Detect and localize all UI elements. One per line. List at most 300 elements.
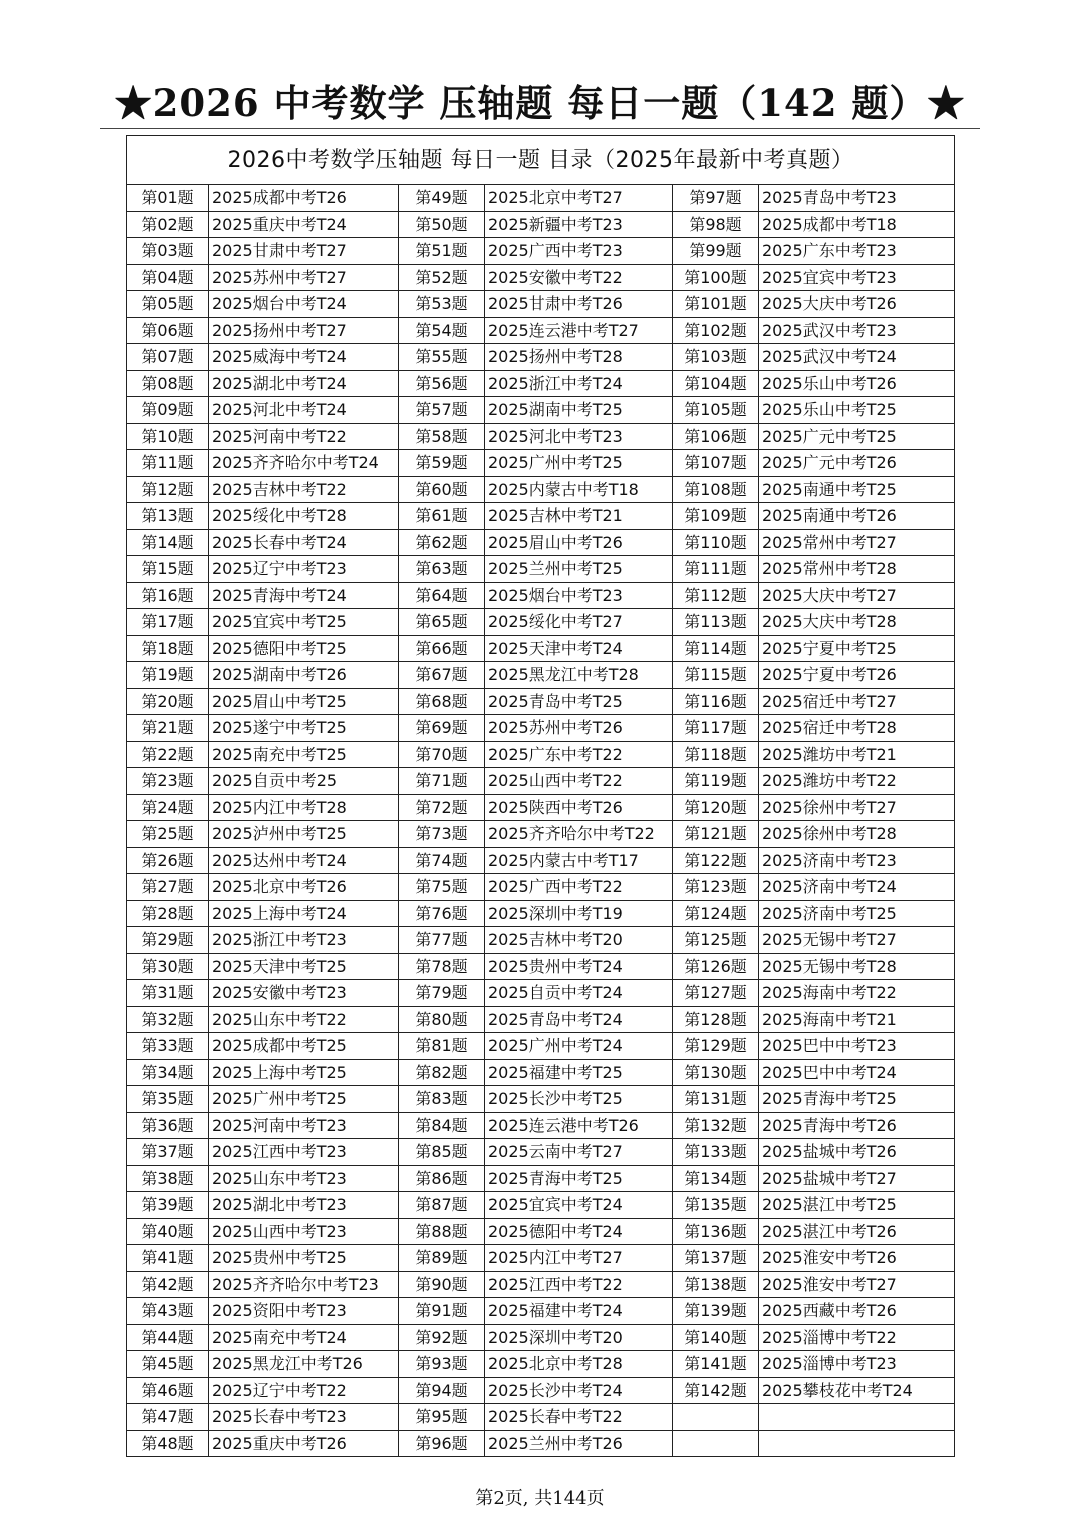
problem-number-cell: 第140题 [673, 1324, 759, 1351]
problem-number-cell: 第121题 [673, 821, 759, 848]
toc-header-row [127, 136, 955, 185]
problem-source-cell: 2025常州中考T27 [759, 529, 955, 556]
problem-source-cell: 2025遂宁中考T25 [209, 715, 399, 742]
problem-number-cell: 第141题 [673, 1351, 759, 1378]
problem-number-cell: 第133题 [673, 1139, 759, 1166]
problem-number-cell: 第44题 [127, 1324, 209, 1351]
problem-number-cell: 第90题 [399, 1271, 485, 1298]
problem-source-cell: 2025济南中考T23 [759, 847, 955, 874]
problem-number-cell: 第104题 [673, 370, 759, 397]
table-row [127, 794, 955, 821]
problem-number-cell: 第03题 [127, 238, 209, 265]
problem-number-cell: 第130题 [673, 1059, 759, 1086]
problem-number-cell: 第107题 [673, 450, 759, 477]
problem-source-cell: 2025青海中考T25 [759, 1086, 955, 1113]
problem-source-cell: 2025宜宾中考T23 [759, 264, 955, 291]
problem-number-cell: 第105题 [673, 397, 759, 424]
problem-source-cell: 2025湖南中考T25 [485, 397, 673, 424]
problem-number-cell: 第04题 [127, 264, 209, 291]
problem-source-cell: 2025吉林中考T21 [485, 503, 673, 530]
problem-number-cell: 第98题 [673, 211, 759, 238]
toc-header: 2026中考数学压轴题 每日一题 目录（2025年最新中考真题） [127, 136, 955, 185]
problem-number-cell: 第122题 [673, 847, 759, 874]
problem-source-cell: 2025山西中考T22 [485, 768, 673, 795]
table-row [127, 476, 955, 503]
problem-source-cell: 2025自贡中考25 [209, 768, 399, 795]
problem-source-cell: 2025盐城中考T27 [759, 1165, 955, 1192]
problem-source-cell: 2025广西中考T22 [485, 874, 673, 901]
problem-number-cell: 第79题 [399, 980, 485, 1007]
problem-number-cell: 第80题 [399, 1006, 485, 1033]
problem-source-cell: 2025青海中考T24 [209, 582, 399, 609]
table-row [127, 423, 955, 450]
problem-source-cell: 2025绥化中考T27 [485, 609, 673, 636]
problem-source-cell: 2025威海中考T24 [209, 344, 399, 371]
problem-number-cell: 第11题 [127, 450, 209, 477]
problem-number-cell: 第37题 [127, 1139, 209, 1166]
problem-number-cell: 第125题 [673, 927, 759, 954]
problem-source-cell: 2025青岛中考T23 [759, 185, 955, 212]
problem-number-cell: 第69题 [399, 715, 485, 742]
problem-source-cell: 2025辽宁中考T23 [209, 556, 399, 583]
problem-number-cell: 第135题 [673, 1192, 759, 1219]
table-row [127, 503, 955, 530]
problem-number-cell [673, 1404, 759, 1431]
problem-source-cell: 2025广州中考T25 [209, 1086, 399, 1113]
problem-number-cell: 第132题 [673, 1112, 759, 1139]
problem-number-cell: 第101题 [673, 291, 759, 318]
problem-number-cell: 第115题 [673, 662, 759, 689]
problem-number-cell: 第22题 [127, 741, 209, 768]
problem-number-cell: 第66题 [399, 635, 485, 662]
problem-source-cell: 2025海南中考T21 [759, 1006, 955, 1033]
problem-source-cell: 2025扬州中考T28 [485, 344, 673, 371]
problem-number-cell: 第87题 [399, 1192, 485, 1219]
problem-source-cell: 2025齐齐哈尔中考T23 [209, 1271, 399, 1298]
problem-number-cell: 第13题 [127, 503, 209, 530]
problem-number-cell: 第51题 [399, 238, 485, 265]
problem-source-cell: 2025浙江中考T23 [209, 927, 399, 954]
problem-number-cell: 第02题 [127, 211, 209, 238]
problem-number-cell: 第119题 [673, 768, 759, 795]
problem-source-cell: 2025德阳中考T24 [485, 1218, 673, 1245]
problem-number-cell: 第18题 [127, 635, 209, 662]
problem-number-cell: 第53题 [399, 291, 485, 318]
table-row [127, 635, 955, 662]
problem-source-cell: 2025攀枝花中考T24 [759, 1377, 955, 1404]
problem-source-cell: 2025新疆中考T23 [485, 211, 673, 238]
problem-number-cell: 第88题 [399, 1218, 485, 1245]
problem-source-cell: 2025天津中考T24 [485, 635, 673, 662]
problem-source-cell: 2025安徽中考T23 [209, 980, 399, 1007]
problem-source-cell: 2025内江中考T28 [209, 794, 399, 821]
problem-number-cell: 第127题 [673, 980, 759, 1007]
table-row [127, 874, 955, 901]
problem-number-cell: 第23题 [127, 768, 209, 795]
problem-source-cell: 2025福建中考T24 [485, 1298, 673, 1325]
table-row [127, 1192, 955, 1219]
problem-number-cell: 第117题 [673, 715, 759, 742]
problem-number-cell: 第17题 [127, 609, 209, 636]
table-row [127, 1112, 955, 1139]
problem-source-cell: 2025徐州中考T27 [759, 794, 955, 821]
problem-source-cell: 2025淮安中考T26 [759, 1245, 955, 1272]
problem-source-cell: 2025黑龙江中考T26 [209, 1351, 399, 1378]
problem-source-cell: 2025连云港中考T26 [485, 1112, 673, 1139]
problem-source-cell: 2025兰州中考T26 [485, 1430, 673, 1457]
problem-source-cell: 2025甘肃中考T26 [485, 291, 673, 318]
problem-number-cell: 第52题 [399, 264, 485, 291]
problem-number-cell: 第19题 [127, 662, 209, 689]
problem-number-cell: 第84题 [399, 1112, 485, 1139]
problem-number-cell: 第97题 [673, 185, 759, 212]
table-row [127, 715, 955, 742]
problem-number-cell: 第40题 [127, 1218, 209, 1245]
problem-source-cell: 2025广东中考T22 [485, 741, 673, 768]
problem-number-cell: 第50题 [399, 211, 485, 238]
problem-source-cell: 2025大庆中考T26 [759, 291, 955, 318]
problem-number-cell: 第123题 [673, 874, 759, 901]
problem-source-cell: 2025山东中考T22 [209, 1006, 399, 1033]
problem-number-cell: 第14题 [127, 529, 209, 556]
problem-source-cell: 2025南通中考T26 [759, 503, 955, 530]
problem-source-cell: 2025成都中考T18 [759, 211, 955, 238]
problem-source-cell: 2025上海中考T24 [209, 900, 399, 927]
problem-source-cell: 2025宿迁中考T27 [759, 688, 955, 715]
problem-number-cell: 第49题 [399, 185, 485, 212]
table-row [127, 768, 955, 795]
table-row [127, 1404, 955, 1431]
problem-source-cell: 2025自贡中考T24 [485, 980, 673, 1007]
problem-source-cell: 2025苏州中考T27 [209, 264, 399, 291]
problem-source-cell: 2025淮安中考T27 [759, 1271, 955, 1298]
table-row [127, 370, 955, 397]
problem-number-cell: 第63题 [399, 556, 485, 583]
problem-source-cell [759, 1404, 955, 1431]
problem-source-cell: 2025淄博中考T23 [759, 1351, 955, 1378]
problem-number-cell: 第45题 [127, 1351, 209, 1378]
problem-source-cell: 2025泸州中考T25 [209, 821, 399, 848]
problem-source-cell: 2025福建中考T25 [485, 1059, 673, 1086]
problem-source-cell: 2025湖北中考T23 [209, 1192, 399, 1219]
table-row [127, 1351, 955, 1378]
problem-source-cell: 2025长春中考T22 [485, 1404, 673, 1431]
page-footer: 第2页, 共144页 [475, 1488, 605, 1509]
problem-source-cell: 2025眉山中考T26 [485, 529, 673, 556]
problem-number-cell: 第12题 [127, 476, 209, 503]
problem-source-cell: 2025资阳中考T23 [209, 1298, 399, 1325]
problem-number-cell: 第38题 [127, 1165, 209, 1192]
problem-number-cell: 第109题 [673, 503, 759, 530]
table-row [127, 1298, 955, 1325]
problem-number-cell: 第30题 [127, 953, 209, 980]
problem-number-cell: 第29题 [127, 927, 209, 954]
problem-source-cell: 2025巴中中考T24 [759, 1059, 955, 1086]
table-row [127, 1139, 955, 1166]
problem-source-cell: 2025辽宁中考T22 [209, 1377, 399, 1404]
problem-source-cell: 2025潍坊中考T21 [759, 741, 955, 768]
problem-number-cell: 第60题 [399, 476, 485, 503]
table-row [127, 317, 955, 344]
problem-source-cell: 2025重庆中考T24 [209, 211, 399, 238]
problem-source-cell: 2025陕西中考T26 [485, 794, 673, 821]
problem-number-cell: 第95题 [399, 1404, 485, 1431]
problem-number-cell: 第64题 [399, 582, 485, 609]
problem-source-cell: 2025成都中考T26 [209, 185, 399, 212]
problem-number-cell: 第134题 [673, 1165, 759, 1192]
problem-source-cell: 2025吉林中考T20 [485, 927, 673, 954]
problem-number-cell: 第70题 [399, 741, 485, 768]
problem-number-cell: 第75题 [399, 874, 485, 901]
table-row [127, 1324, 955, 1351]
problem-number-cell: 第27题 [127, 874, 209, 901]
problem-source-cell: 2025宁夏中考T25 [759, 635, 955, 662]
problem-source-cell: 2025贵州中考T25 [209, 1245, 399, 1272]
table-row [127, 344, 955, 371]
problem-source-cell: 2025烟台中考T23 [485, 582, 673, 609]
problem-number-cell: 第08题 [127, 370, 209, 397]
problem-source-cell: 2025宜宾中考T24 [485, 1192, 673, 1219]
table-row [127, 582, 955, 609]
table-row [127, 529, 955, 556]
table-row [127, 450, 955, 477]
problem-source-cell: 2025河南中考T23 [209, 1112, 399, 1139]
problem-source-cell: 2025广西中考T23 [485, 238, 673, 265]
table-row [127, 1033, 955, 1060]
problem-number-cell: 第110题 [673, 529, 759, 556]
problem-source-cell: 2025浙江中考T24 [485, 370, 673, 397]
problem-source-cell: 2025绥化中考T28 [209, 503, 399, 530]
problem-number-cell: 第94题 [399, 1377, 485, 1404]
table-row [127, 900, 955, 927]
problem-number-cell: 第71题 [399, 768, 485, 795]
problem-number-cell: 第20题 [127, 688, 209, 715]
problem-number-cell: 第26题 [127, 847, 209, 874]
problem-source-cell: 2025济南中考T24 [759, 874, 955, 901]
problem-number-cell: 第116题 [673, 688, 759, 715]
problem-number-cell: 第61题 [399, 503, 485, 530]
problem-source-cell: 2025无锡中考T28 [759, 953, 955, 980]
problem-number-cell: 第39题 [127, 1192, 209, 1219]
problem-source-cell: 2025南充中考T24 [209, 1324, 399, 1351]
table-row [127, 1165, 955, 1192]
problem-number-cell: 第41题 [127, 1245, 209, 1272]
problem-source-cell: 2025广州中考T24 [485, 1033, 673, 1060]
problem-source-cell: 2025江西中考T23 [209, 1139, 399, 1166]
table-row [127, 238, 955, 265]
problem-number-cell: 第86题 [399, 1165, 485, 1192]
problem-source-cell: 2025宁夏中考T26 [759, 662, 955, 689]
problem-source-cell: 2025大庆中考T27 [759, 582, 955, 609]
problem-number-cell: 第126题 [673, 953, 759, 980]
toc-table [126, 135, 955, 1457]
problem-number-cell: 第137题 [673, 1245, 759, 1272]
problem-source-cell: 2025云南中考T27 [485, 1139, 673, 1166]
problem-source-cell: 2025江西中考T22 [485, 1271, 673, 1298]
problem-number-cell: 第114题 [673, 635, 759, 662]
problem-source-cell: 2025青岛中考T24 [485, 1006, 673, 1033]
problem-number-cell: 第72题 [399, 794, 485, 821]
problem-source-cell: 2025眉山中考T25 [209, 688, 399, 715]
table-row [127, 821, 955, 848]
problem-source-cell: 2025德阳中考T25 [209, 635, 399, 662]
table-row [127, 1377, 955, 1404]
problem-number-cell: 第43题 [127, 1298, 209, 1325]
problem-source-cell: 2025甘肃中考T27 [209, 238, 399, 265]
problem-number-cell: 第01题 [127, 185, 209, 212]
problem-source-cell: 2025安徽中考T22 [485, 264, 673, 291]
problem-number-cell: 第82题 [399, 1059, 485, 1086]
problem-source-cell: 2025山东中考T23 [209, 1165, 399, 1192]
problem-source-cell: 2025内江中考T27 [485, 1245, 673, 1272]
problem-source-cell: 2025济南中考T25 [759, 900, 955, 927]
problem-number-cell: 第111题 [673, 556, 759, 583]
problem-source-cell: 2025盐城中考T26 [759, 1139, 955, 1166]
problem-number-cell: 第05题 [127, 291, 209, 318]
table-row [127, 211, 955, 238]
table-row [127, 741, 955, 768]
problem-number-cell: 第65题 [399, 609, 485, 636]
problem-number-cell: 第54题 [399, 317, 485, 344]
problem-source-cell: 2025烟台中考T24 [209, 291, 399, 318]
problem-number-cell: 第73题 [399, 821, 485, 848]
problem-source-cell: 2025苏州中考T26 [485, 715, 673, 742]
table-row [127, 1430, 955, 1457]
problem-number-cell: 第124题 [673, 900, 759, 927]
problem-source-cell: 2025达州中考T24 [209, 847, 399, 874]
problem-number-cell: 第46题 [127, 1377, 209, 1404]
problem-source-cell: 2025乐山中考T25 [759, 397, 955, 424]
problem-number-cell: 第06题 [127, 317, 209, 344]
table-row [127, 980, 955, 1007]
problem-number-cell: 第34题 [127, 1059, 209, 1086]
problem-source-cell: 2025乐山中考T26 [759, 370, 955, 397]
problem-number-cell: 第106题 [673, 423, 759, 450]
problem-source-cell: 2025宜宾中考T25 [209, 609, 399, 636]
problem-source-cell: 2025武汉中考T23 [759, 317, 955, 344]
problem-number-cell: 第31题 [127, 980, 209, 1007]
problem-number-cell: 第68题 [399, 688, 485, 715]
title-rule [100, 128, 980, 129]
problem-number-cell: 第83题 [399, 1086, 485, 1113]
problem-source-cell: 2025西藏中考T26 [759, 1298, 955, 1325]
problem-number-cell: 第128题 [673, 1006, 759, 1033]
problem-number-cell: 第48题 [127, 1430, 209, 1457]
problem-number-cell: 第96题 [399, 1430, 485, 1457]
problem-source-cell [759, 1430, 955, 1457]
table-row [127, 185, 955, 212]
table-row [127, 397, 955, 424]
problem-source-cell: 2025宿迁中考T28 [759, 715, 955, 742]
problem-source-cell: 2025常州中考T28 [759, 556, 955, 583]
problem-source-cell: 2025河南中考T22 [209, 423, 399, 450]
problem-source-cell: 2025武汉中考T24 [759, 344, 955, 371]
table-row [127, 556, 955, 583]
problem-source-cell: 2025贵州中考T24 [485, 953, 673, 980]
problem-source-cell: 2025河北中考T24 [209, 397, 399, 424]
problem-source-cell: 2025成都中考T25 [209, 1033, 399, 1060]
problem-number-cell: 第28题 [127, 900, 209, 927]
problem-number-cell: 第138题 [673, 1271, 759, 1298]
problem-number-cell: 第09题 [127, 397, 209, 424]
problem-number-cell: 第118题 [673, 741, 759, 768]
problem-source-cell: 2025海南中考T22 [759, 980, 955, 1007]
table-row [127, 1086, 955, 1113]
problem-source-cell: 2025扬州中考T27 [209, 317, 399, 344]
problem-source-cell: 2025长春中考T23 [209, 1404, 399, 1431]
problem-number-cell: 第89题 [399, 1245, 485, 1272]
problem-number-cell: 第62题 [399, 529, 485, 556]
problem-number-cell: 第108题 [673, 476, 759, 503]
problem-number-cell: 第136题 [673, 1218, 759, 1245]
problem-source-cell: 2025内蒙古中考T17 [485, 847, 673, 874]
table-row [127, 927, 955, 954]
problem-source-cell: 2025河北中考T23 [485, 423, 673, 450]
problem-source-cell: 2025吉林中考T22 [209, 476, 399, 503]
problem-number-cell: 第99题 [673, 238, 759, 265]
problem-number-cell: 第120题 [673, 794, 759, 821]
problem-source-cell: 2025内蒙古中考T18 [485, 476, 673, 503]
toc-body [127, 185, 955, 1457]
problem-source-cell: 2025山西中考T23 [209, 1218, 399, 1245]
problem-source-cell: 2025湖南中考T26 [209, 662, 399, 689]
problem-source-cell: 2025巴中中考T23 [759, 1033, 955, 1060]
problem-number-cell: 第59题 [399, 450, 485, 477]
problem-number-cell: 第32题 [127, 1006, 209, 1033]
problem-source-cell: 2025北京中考T28 [485, 1351, 673, 1378]
problem-source-cell: 2025天津中考T25 [209, 953, 399, 980]
problem-source-cell: 2025徐州中考T28 [759, 821, 955, 848]
problem-source-cell: 2025广东中考T23 [759, 238, 955, 265]
problem-source-cell: 2025长沙中考T24 [485, 1377, 673, 1404]
problem-number-cell: 第93题 [399, 1351, 485, 1378]
problem-number-cell: 第33题 [127, 1033, 209, 1060]
problem-number-cell: 第67题 [399, 662, 485, 689]
table-row [127, 1271, 955, 1298]
problem-source-cell: 2025南通中考T25 [759, 476, 955, 503]
problem-number-cell: 第76题 [399, 900, 485, 927]
problem-source-cell: 2025广州中考T25 [485, 450, 673, 477]
problem-source-cell: 2025湛江中考T26 [759, 1218, 955, 1245]
table-row [127, 1245, 955, 1272]
problem-number-cell: 第112题 [673, 582, 759, 609]
problem-number-cell: 第10题 [127, 423, 209, 450]
problem-number-cell: 第35题 [127, 1086, 209, 1113]
problem-number-cell: 第85题 [399, 1139, 485, 1166]
table-row [127, 688, 955, 715]
problem-number-cell: 第78题 [399, 953, 485, 980]
problem-source-cell: 2025湛江中考T25 [759, 1192, 955, 1219]
problem-source-cell: 2025南充中考T25 [209, 741, 399, 768]
problem-source-cell: 2025大庆中考T28 [759, 609, 955, 636]
problem-number-cell: 第74题 [399, 847, 485, 874]
problem-number-cell: 第42题 [127, 1271, 209, 1298]
problem-number-cell: 第21题 [127, 715, 209, 742]
problem-source-cell: 2025湖北中考T24 [209, 370, 399, 397]
problem-source-cell: 2025青海中考T25 [485, 1165, 673, 1192]
table-row [127, 1006, 955, 1033]
problem-number-cell: 第131题 [673, 1086, 759, 1113]
problem-number-cell: 第58题 [399, 423, 485, 450]
problem-source-cell: 2025淄博中考T22 [759, 1324, 955, 1351]
problem-source-cell: 2025潍坊中考T22 [759, 768, 955, 795]
problem-source-cell: 2025齐齐哈尔中考T24 [209, 450, 399, 477]
table-row [127, 1218, 955, 1245]
problem-number-cell: 第36题 [127, 1112, 209, 1139]
problem-source-cell: 2025广元中考T25 [759, 423, 955, 450]
problem-source-cell: 2025上海中考T25 [209, 1059, 399, 1086]
problem-number-cell: 第25题 [127, 821, 209, 848]
